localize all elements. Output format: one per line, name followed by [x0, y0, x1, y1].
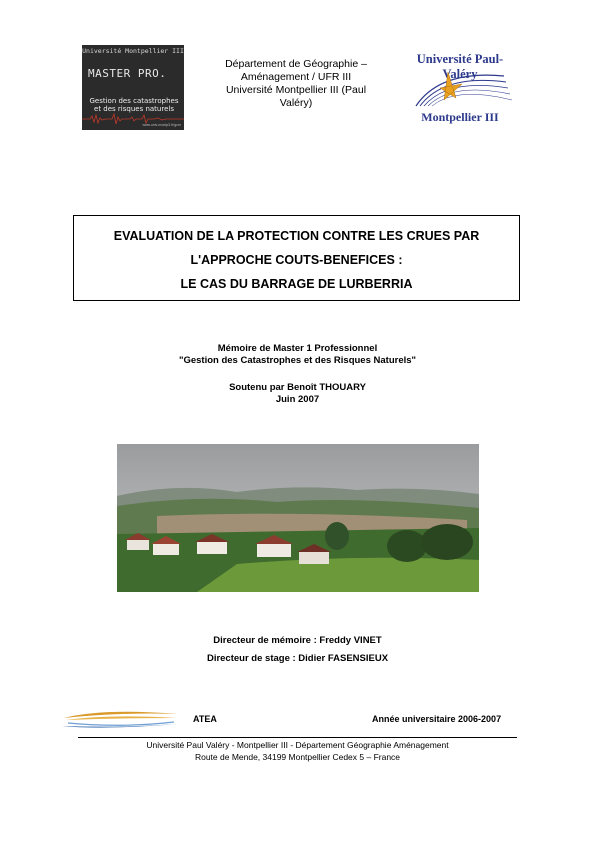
footer-org: ATEA	[193, 714, 217, 724]
footer-academic-year: Année universitaire 2006-2007	[372, 714, 502, 724]
soutenu-block	[0, 382, 595, 406]
date-line: Juin 2007	[275, 394, 320, 405]
master-logo-subtitle-line2: et des risques naturels	[94, 105, 174, 113]
atea-logo	[62, 706, 180, 732]
master-logo-subtitle	[86, 97, 182, 113]
directors-block	[0, 635, 595, 665]
title-line-3: LE CAS DU BARRAGE DE LURBERRIA	[180, 277, 413, 291]
title-box	[73, 215, 520, 301]
thesis-director-line: Directeur de mémoire : Freddy VINET	[213, 635, 382, 646]
internship-director-line: Directeur de stage : Didier FASENSIEUX	[206, 653, 389, 664]
department-line-1: Département de Géographie –	[225, 58, 367, 70]
title-line-1: EVALUATION DE LA PROTECTION CONTRE LES CRUES PAR	[113, 229, 480, 243]
author-line: Soutenu par Benoît THOUARY	[229, 382, 366, 393]
footer-address-line-1: Université Paul Valéry - Montpellier III - Département Géographie Aménagement	[146, 740, 449, 750]
footer-divider	[78, 737, 517, 738]
department-line-3: Université Montpellier III (Paul	[225, 84, 367, 96]
memoire-line-1: Mémoire de Master 1 Professionnel	[217, 343, 378, 354]
university-logo	[400, 52, 520, 130]
department-line-2: Aménagement / UFR III	[240, 71, 352, 83]
university-logo-name: Université Paul-Valéry	[416, 52, 504, 81]
memoire-block	[0, 343, 595, 367]
memoire-line-2: "Gestion des Catastrophes et des Risques Naturels"	[178, 355, 417, 366]
department-line-4: Valéry)	[279, 97, 313, 109]
master-logo-university: Université Montpellier III	[82, 47, 184, 55]
university-emblem-icon	[400, 66, 520, 110]
master-pro-logo	[82, 45, 184, 130]
footer-address-line-2: Route de Mende, 34199 Montpellier Cedex 5 – France	[194, 752, 401, 762]
university-logo-city: Montpellier III	[421, 110, 499, 124]
title-line-2: L'APPROCHE COUTS-BENEFICES :	[190, 253, 403, 267]
flood-landscape-photo	[117, 444, 479, 592]
department-header	[196, 58, 396, 110]
master-logo-subtitle-line1: Gestion des catastrophes	[89, 97, 179, 105]
master-logo-title: MASTER PRO.	[88, 67, 167, 80]
master-logo-url: www.univ-montp3.fr/gcrn	[142, 123, 181, 127]
